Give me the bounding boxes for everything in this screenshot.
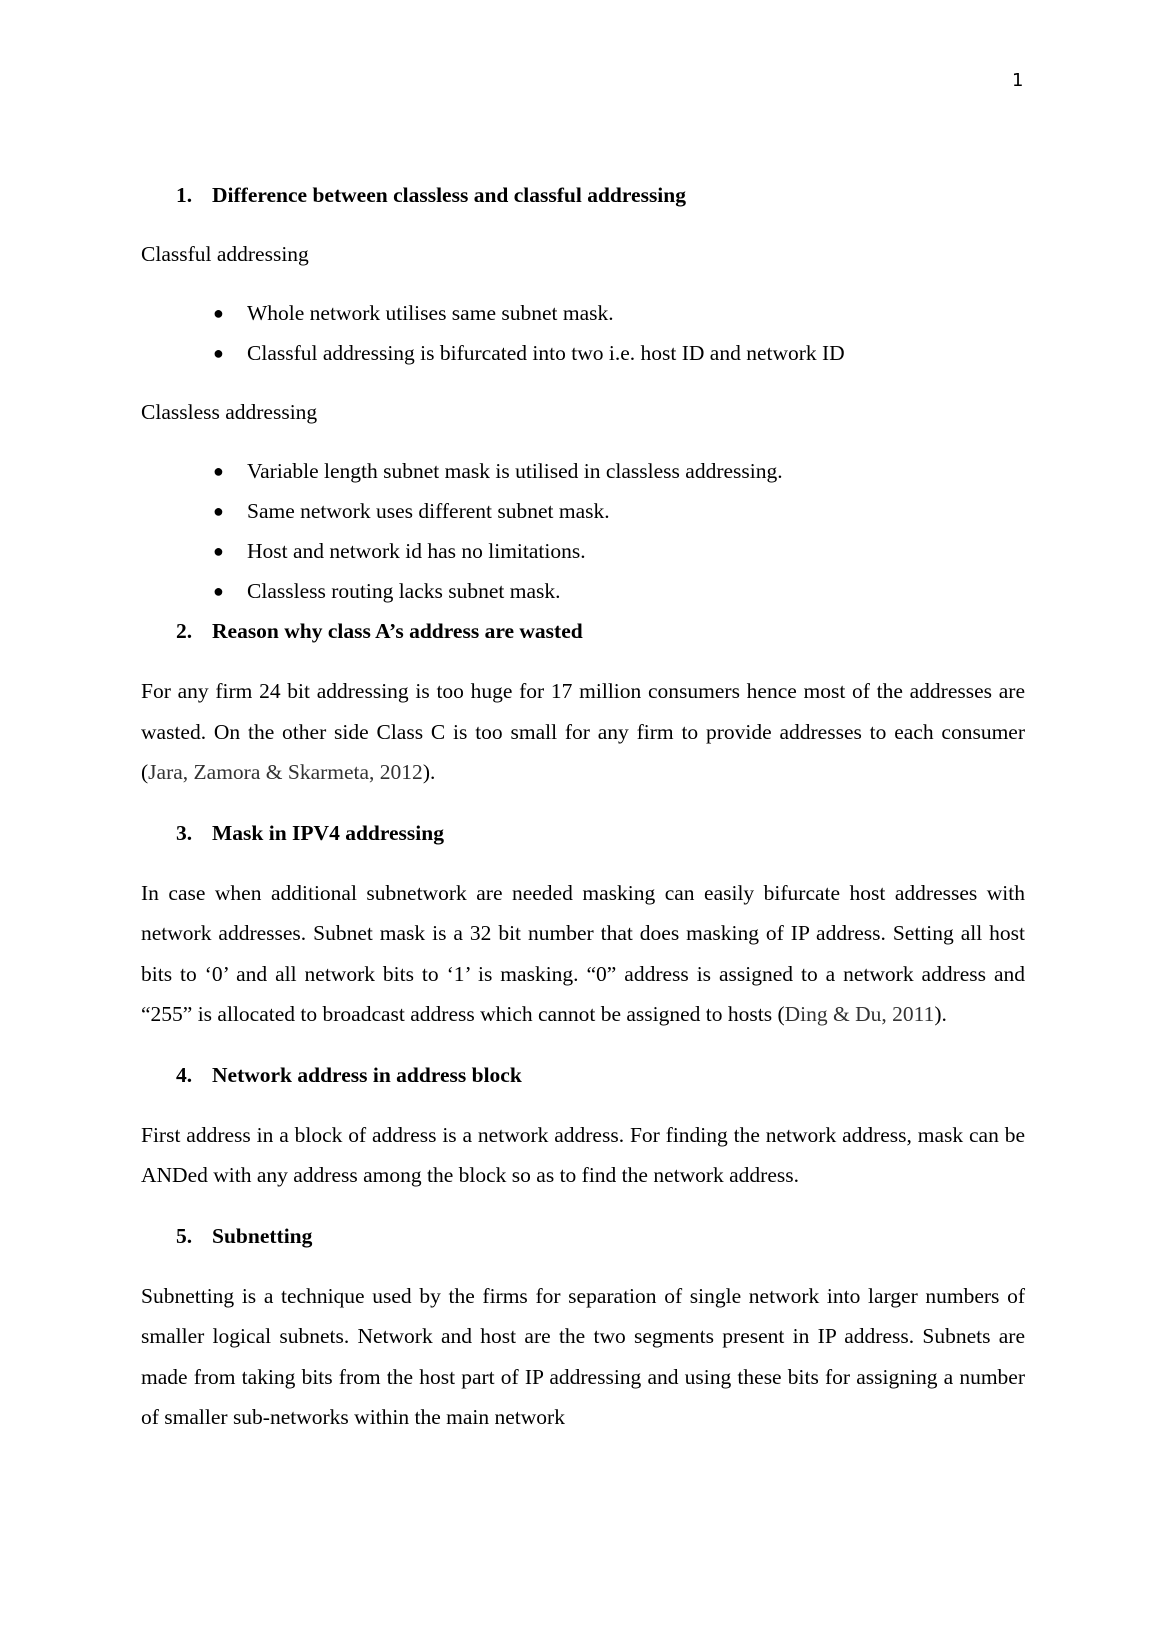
section-4-paragraph: First address in a block of address is a network address. For finding the network address, mask can be ANDed with any address among the block so as to find the network address. <box>141 1122 1025 1187</box>
section-title: Network address in address block <box>212 1062 522 1087</box>
section-5-heading <box>141 1216 1025 1256</box>
list-item: ● Same network uses different subnet mask. <box>141 491 1025 531</box>
bullet-icon: ● <box>213 303 224 323</box>
list-item: ● Whole network utilises same subnet mask. <box>141 293 1025 333</box>
bullet-icon: ● <box>213 501 224 521</box>
section-title: Reason why class A’s address are wasted <box>212 619 583 643</box>
section-1-heading <box>141 175 1025 215</box>
classful-label: Classful addressing <box>141 242 309 266</box>
classless-label: Classless addressing <box>141 400 318 424</box>
classless-list <box>141 451 1025 611</box>
bullet-icon: ● <box>213 541 224 561</box>
citation: Ding & Du, 2011 <box>784 1002 935 1026</box>
list-item: ● Classless routing lacks subnet mask. <box>141 571 1025 611</box>
section-number: 5. <box>176 1223 193 1248</box>
section-2-paragraph: For any firm 24 bit addressing is too huge for 17 million consumers hence most of the addresses are wasted. On the other side Class C is too small for any firm to provide addresses to each consumer (Jara, Zamora & Skarmeta, 2012). <box>141 679 1025 784</box>
list-item: ● Classful addressing is bifurcated into two i.e. host ID and network ID <box>141 333 1025 373</box>
section-3-paragraph: In case when additional subnetwork are needed masking can easily bifurcate host addresses with network addresses. Subnet mask is a 32 bit number that does masking of IP address. Setting all host bits to ‘0’ and all network bits to ‘1’ is masking. “0” address is assigned to a network address and “255” is allocated to broadcast address which cannot be assigned to hosts (Ding & Du, 2011). <box>141 880 1025 1026</box>
section-number: 1. <box>176 183 193 207</box>
section-4-heading <box>141 1055 1025 1095</box>
section-number: 3. <box>176 820 193 845</box>
section-title: Mask in IPV4 addressing <box>212 820 444 845</box>
bullet-icon: ● <box>213 343 224 363</box>
citation: Jara, Zamora & Skarmeta, 2012 <box>148 760 423 784</box>
list-item: ● Variable length subnet mask is utilised in classless addressing. <box>141 451 1025 491</box>
section-number: 2. <box>176 619 193 643</box>
page-number: 1 <box>1012 70 1024 91</box>
section-5-paragraph: Subnetting is a technique used by the firms for separation of single network into larger numbers of smaller logical subnets. Network and host are the two segments present in IP address. Subnets are made from taking bits from the host part of IP addressing and using these bits for assigning a number of smaller sub-networks within the main network <box>141 1283 1025 1429</box>
section-number: 4. <box>176 1062 193 1087</box>
section-3-heading <box>141 813 1025 853</box>
bullet-icon: ● <box>213 461 224 481</box>
section-2-heading <box>141 611 1025 651</box>
classful-list <box>141 293 1025 373</box>
document-body <box>141 175 1025 1438</box>
section-title: Subnetting <box>212 1223 313 1248</box>
list-item: ● Host and network id has no limitations. <box>141 531 1025 571</box>
bullet-icon: ● <box>213 581 224 601</box>
section-title: Difference between classless and classful addressing <box>212 183 686 207</box>
